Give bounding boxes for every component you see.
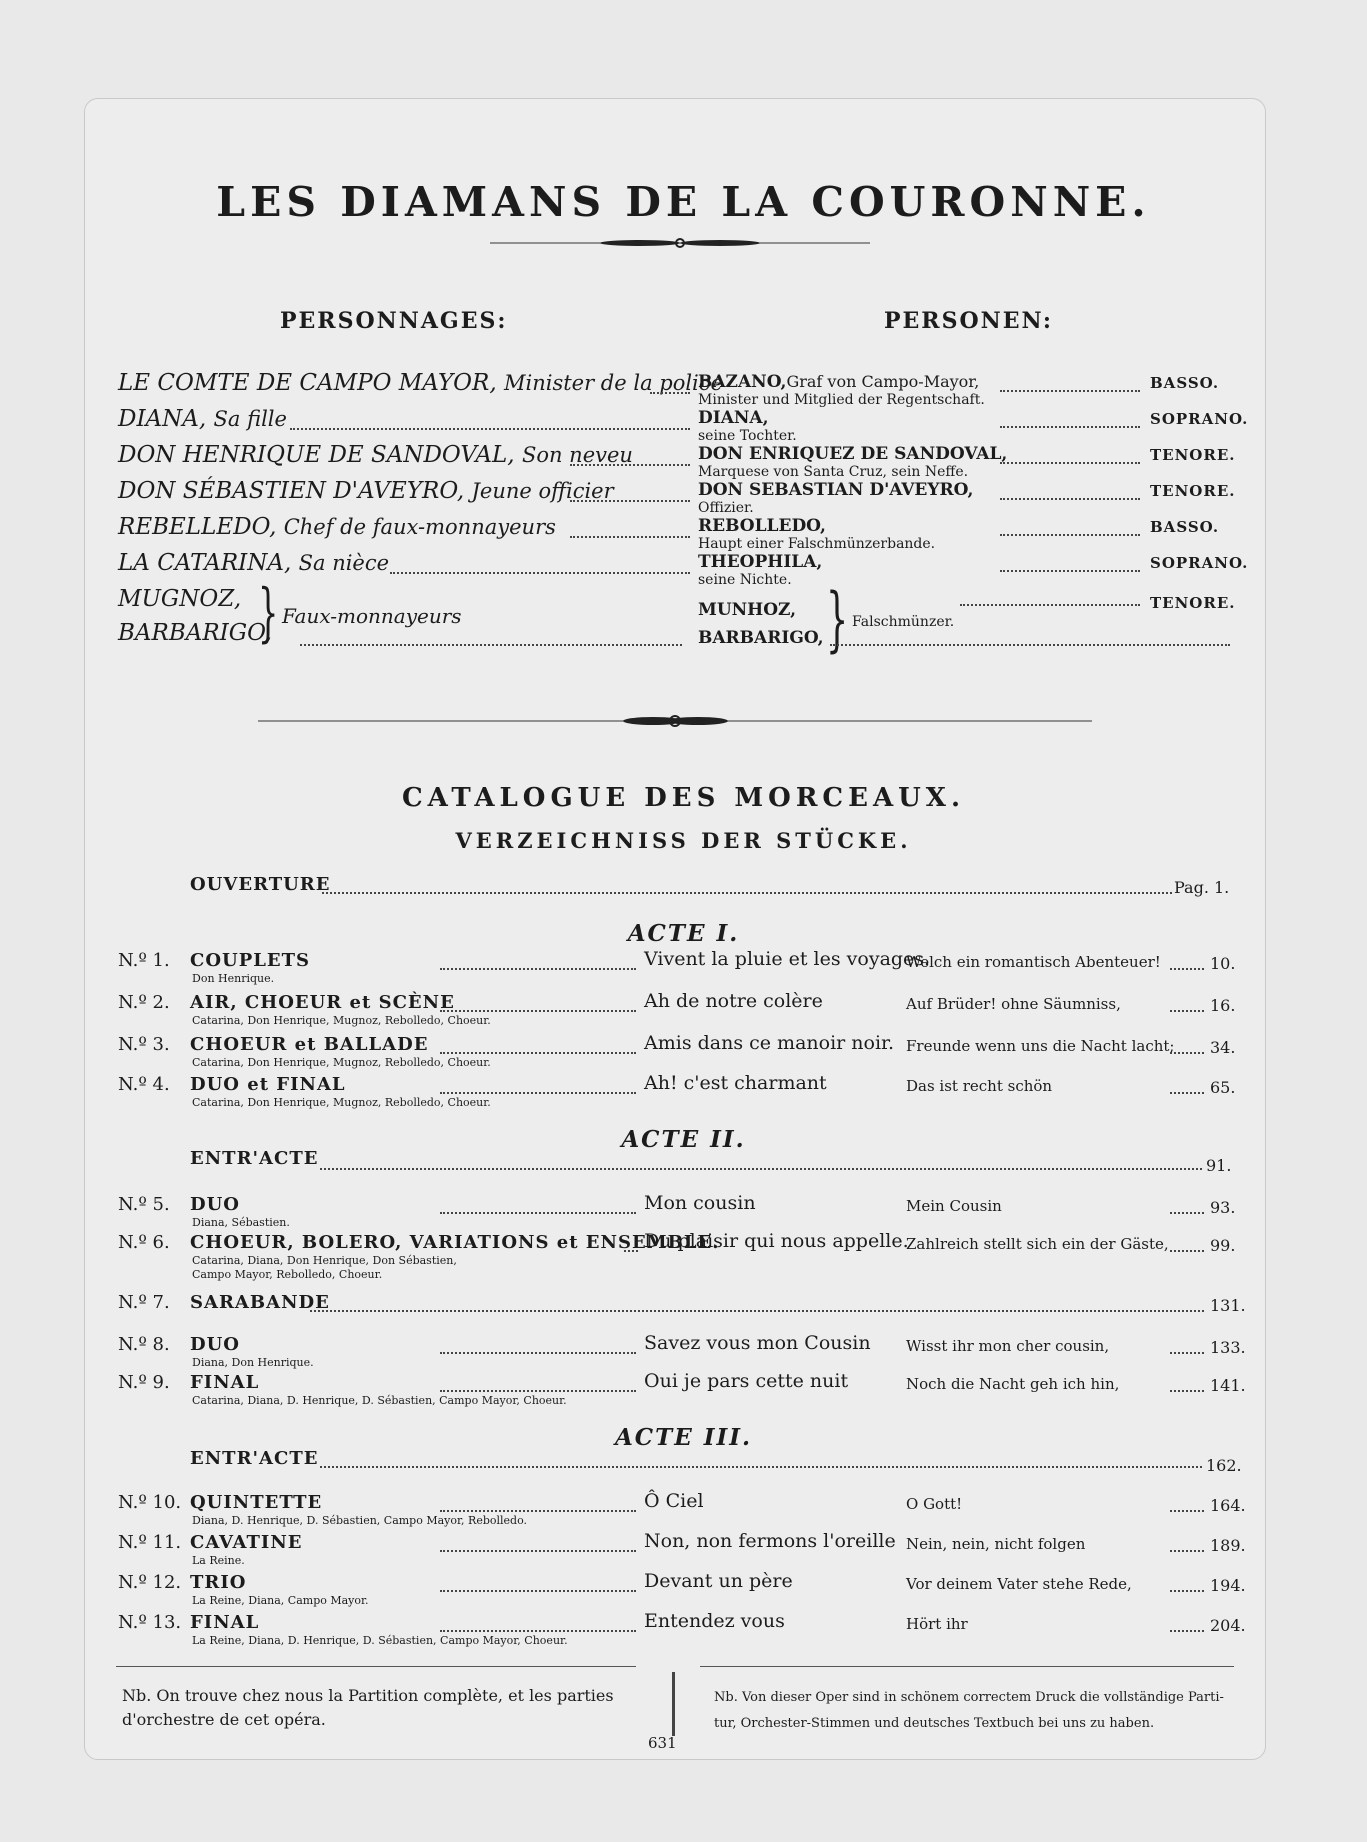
leader-dots <box>440 1590 636 1592</box>
cast-voice: BASSO. <box>1150 518 1220 536</box>
leader-dots <box>310 1310 1204 1312</box>
piece-title: FINAL <box>190 1612 260 1633</box>
cast-fr-name: LA CATARINA, <box>118 550 292 576</box>
leader-dots <box>300 644 682 646</box>
cast-fr-name: DIANA, <box>118 406 207 432</box>
leader-dots <box>1000 498 1140 500</box>
leader-dots <box>570 500 690 502</box>
cast-fr-name: REBELLEDO, <box>118 514 277 540</box>
note-de-line1: Nb. Von dieser Oper sind in schönem correctem Druck die vollständige Parti- <box>714 1690 1224 1705</box>
leader-dots <box>320 1466 1202 1468</box>
piece-characters: La Reine, Diana, D. Henrique, D. Sébastien, Campo Mayor, Choeur. <box>192 1634 568 1647</box>
footer-separator <box>672 1672 675 1736</box>
cast-fr-entry <box>118 550 389 576</box>
note-fr-line1: Nb. On trouve chez nous la Partition complète, et les parties <box>122 1686 614 1705</box>
leader-dots <box>570 464 690 466</box>
piece-incipit: Vivent la pluie et les voyages. <box>644 948 931 970</box>
leader-dots <box>440 1390 636 1392</box>
piece-page: 194. <box>1210 1576 1246 1595</box>
footer-rule <box>116 1666 636 1667</box>
cast-de-subtitle: seine Tochter. <box>698 428 797 444</box>
entracte-label: ENTR'ACTE <box>190 1448 319 1469</box>
footer-rule <box>700 1666 1234 1667</box>
cast-voice: BASSO. <box>1150 374 1220 392</box>
cast-de-name: DON SEBASTIAN D'AVEYRO, <box>698 480 974 500</box>
cast-de-entry <box>698 552 822 572</box>
piece-number: N.º 7. <box>118 1292 170 1313</box>
piece-page: 34. <box>1210 1038 1236 1057</box>
cast-de-subtitle: Marquese von Santa Cruz, sein Neffe. <box>698 464 969 480</box>
cast-group-de-name-1: MUNHOZ, <box>698 600 797 620</box>
leader-dots <box>440 1092 636 1094</box>
piece-characters: La Reine, Diana, Campo Mayor. <box>192 1594 369 1607</box>
piece-characters-2: Campo Mayor, Rebolledo, Choeur. <box>192 1268 383 1281</box>
piece-page: 65. <box>1210 1078 1236 1097</box>
cast-fr-role: Minister de la police <box>503 371 723 395</box>
piece-number: N.º 1. <box>118 950 170 971</box>
leader-dots <box>1170 1510 1204 1512</box>
piece-german-incipit: Mein Cousin <box>906 1197 1002 1215</box>
piece-page: 16. <box>1210 996 1236 1015</box>
note-de-line2: tur, Orchester-Stimmen und deutsches Textbuch bei uns zu haben. <box>714 1716 1155 1731</box>
piece-incipit: Amis dans ce manoir noir. <box>644 1032 895 1054</box>
cast-de-name: REBOLLEDO, <box>698 516 826 536</box>
cast-de-subtitle: Haupt einer Falschmünzerbande. <box>698 536 936 552</box>
piece-title: SARABANDE <box>190 1292 330 1313</box>
leader-dots <box>1000 570 1140 572</box>
cast-fr-entry <box>118 370 723 396</box>
piece-page: 131. <box>1210 1296 1246 1315</box>
catalogue-subtitle: VERZEICHNISS DER STÜCKE. <box>455 828 912 853</box>
overture-page: Pag. 1. <box>1174 878 1230 897</box>
acte-heading: ACTE III. <box>614 1424 753 1451</box>
piece-german-incipit: Zahlreich stellt sich ein der Gäste, <box>906 1235 1169 1253</box>
cast-fr-role: Sa fille <box>213 407 287 431</box>
piece-page: 10. <box>1210 954 1236 973</box>
cast-group-de-name-2: BARBARIGO, <box>698 628 824 648</box>
piece-title: CHOEUR, BOLERO, VARIATIONS et ENSEMBLE. <box>190 1232 720 1253</box>
leader-dots <box>440 1550 636 1552</box>
cast-de-entry <box>698 408 769 428</box>
divider-ornament-icon <box>258 714 1092 728</box>
cast-fr-entry <box>118 406 287 432</box>
cast-group-voice: TENORE. <box>1150 594 1236 612</box>
cast-fr-role: Jeune officier <box>471 479 614 503</box>
piece-page: 93. <box>1210 1198 1236 1217</box>
piece-title: COUPLETS <box>190 950 311 971</box>
leader-dots <box>1170 1052 1204 1054</box>
piece-characters: Diana, D. Henrique, D. Sébastien, Campo Mayor, Rebolledo. <box>192 1514 528 1527</box>
piece-characters: Diana, Don Henrique. <box>192 1356 314 1369</box>
leader-dots <box>440 1052 636 1054</box>
piece-characters: Catarina, Don Henrique, Mugnoz, Rebolledo, Choeur. <box>192 1096 491 1109</box>
cast-voice: SOPRANO. <box>1150 554 1249 572</box>
piece-incipit: Du plaisir qui nous appelle. <box>644 1230 909 1252</box>
piece-incipit: Ah de notre colère <box>644 990 823 1012</box>
note-fr-line2: d'orchestre de cet opéra. <box>122 1710 326 1729</box>
personnages-header: PERSONNAGES: <box>280 308 508 334</box>
leader-dots <box>1170 1352 1204 1354</box>
leader-dots <box>440 1352 636 1354</box>
piece-page: 99. <box>1210 1236 1236 1255</box>
entracte-page: 91. <box>1206 1156 1232 1175</box>
leader-dots <box>290 428 690 430</box>
piece-page: 164. <box>1210 1496 1246 1515</box>
leader-dots <box>650 392 690 394</box>
leader-dots <box>1000 426 1140 428</box>
piece-characters: La Reine. <box>192 1554 245 1567</box>
cast-voice: SOPRANO. <box>1150 410 1249 428</box>
piece-incipit: Oui je pars cette nuit <box>644 1370 849 1392</box>
acte-heading: ACTE I. <box>627 920 740 947</box>
piece-page: 204. <box>1210 1616 1246 1635</box>
cast-fr-role: Son neveu <box>521 443 633 467</box>
cast-de-role: Graf von Campo-Mayor, <box>786 372 980 391</box>
cast-group-fr-role: Faux-monnayeurs <box>282 604 462 628</box>
piece-incipit: Savez vous mon Cousin <box>644 1332 871 1354</box>
leader-dots <box>830 644 1230 646</box>
acte-heading: ACTE II. <box>621 1126 746 1153</box>
piece-german-incipit: Hört ihr <box>906 1615 968 1633</box>
leader-dots <box>440 1510 636 1512</box>
piece-number: N.º 6. <box>118 1232 170 1253</box>
piece-characters: Catarina, Don Henrique, Mugnoz, Rebolledo, Choeur. <box>192 1056 491 1069</box>
entracte-label: ENTR'ACTE <box>190 1148 319 1169</box>
cast-de-name: DIANA, <box>698 408 769 428</box>
piece-german-incipit: Noch die Nacht geh ich hin, <box>906 1375 1120 1393</box>
piece-page: 133. <box>1210 1338 1246 1357</box>
leader-dots <box>320 1168 1202 1170</box>
personen-header: PERSONEN: <box>884 308 1053 334</box>
leader-dots <box>1170 1250 1204 1252</box>
page-title: LES DIAMANS DE LA COURONNE. <box>216 178 1151 226</box>
piece-incipit: Ô Ciel <box>644 1490 704 1512</box>
piece-incipit: Devant un père <box>644 1570 793 1592</box>
piece-german-incipit: Vor deinem Vater stehe Rede, <box>906 1575 1132 1593</box>
leader-dots <box>1170 1630 1204 1632</box>
cast-group-fr-name-1: MUGNOZ, <box>118 586 242 612</box>
leader-dots <box>322 892 1172 894</box>
cast-voice: TENORE. <box>1150 482 1236 500</box>
cast-de-entry <box>698 516 826 536</box>
cast-fr-role: Chef de faux-monnayeurs <box>283 515 556 539</box>
piece-number: N.º 10. <box>118 1492 182 1513</box>
leader-dots <box>440 968 636 970</box>
entracte-page: 162. <box>1206 1456 1242 1475</box>
cast-fr-name: DON SÉBASTIEN D'AVEYRO, <box>118 478 465 504</box>
piece-title: QUINTETTE <box>190 1492 323 1513</box>
leader-dots <box>440 1630 636 1632</box>
piece-incipit: Ah! c'est charmant <box>644 1072 827 1094</box>
piece-title: DUO et FINAL <box>190 1074 346 1095</box>
cast-de-subtitle: Minister und Mitglied der Regentschaft. <box>698 392 985 408</box>
cast-fr-entry <box>118 478 614 504</box>
piece-number: N.º 8. <box>118 1334 170 1355</box>
leader-dots <box>1000 390 1140 392</box>
cast-de-name: THEOPHILA, <box>698 552 823 572</box>
piece-characters: Don Henrique. <box>192 972 275 985</box>
piece-incipit: Non, non fermons l'oreille <box>644 1530 896 1552</box>
piece-characters: Catarina, Diana, Don Henrique, Don Sébastien, <box>192 1254 457 1267</box>
piece-german-incipit: Nein, nein, nicht folgen <box>906 1535 1086 1553</box>
plate-number: 631 <box>648 1734 677 1752</box>
overture-label: OUVERTURE <box>190 874 331 895</box>
piece-title: DUO <box>190 1194 240 1215</box>
piece-title: DUO <box>190 1334 240 1355</box>
piece-german-incipit: O Gott! <box>906 1495 963 1513</box>
leader-dots <box>1170 968 1204 970</box>
leader-dots <box>390 572 690 574</box>
piece-page: 189. <box>1210 1536 1246 1555</box>
leader-dots <box>1170 1550 1204 1552</box>
piece-number: N.º 2. <box>118 992 170 1013</box>
leader-dots <box>624 1250 638 1252</box>
cast-group-de-role: Falschmünzer. <box>852 614 955 630</box>
piece-number: N.º 5. <box>118 1194 170 1215</box>
leader-dots <box>1000 534 1140 536</box>
leader-dots <box>1000 462 1140 464</box>
cast-voice: TENORE. <box>1150 446 1236 464</box>
brace-icon: } <box>258 576 279 650</box>
cast-fr-role: Sa nièce <box>298 551 390 575</box>
piece-incipit: Mon cousin <box>644 1192 756 1214</box>
piece-incipit: Entendez vous <box>644 1610 785 1632</box>
piece-german-incipit: Wisst ihr mon cher cousin, <box>906 1337 1110 1355</box>
cast-fr-entry <box>118 514 556 540</box>
piece-characters: Catarina, Diana, D. Henrique, D. Sébastien, Campo Mayor, Choeur. <box>192 1394 567 1407</box>
leader-dots <box>440 1212 636 1214</box>
cast-de-entry <box>698 480 973 500</box>
leader-dots <box>1170 1212 1204 1214</box>
cast-group-fr-name-2: BARBARIGO, <box>118 620 272 646</box>
piece-number: N.º 12. <box>118 1572 182 1593</box>
piece-characters: Catarina, Don Henrique, Mugnoz, Rebolledo, Choeur. <box>192 1014 491 1027</box>
brace-icon: } <box>826 578 849 660</box>
cast-de-entry <box>698 372 979 392</box>
piece-number: N.º 3. <box>118 1034 170 1055</box>
piece-title: FINAL <box>190 1372 260 1393</box>
piece-characters: Diana, Sébastien. <box>192 1216 290 1229</box>
cast-fr-name: LE COMTE DE CAMPO MAYOR, <box>118 370 497 396</box>
piece-number: N.º 9. <box>118 1372 170 1393</box>
piece-page: 141. <box>1210 1376 1246 1395</box>
cast-de-subtitle: seine Nichte. <box>698 572 792 588</box>
leader-dots <box>1170 1590 1204 1592</box>
cast-de-name: BAZANO, <box>698 372 787 392</box>
leader-dots <box>1170 1092 1204 1094</box>
piece-title: TRIO <box>190 1572 247 1593</box>
piece-title: AIR, CHOEUR et SCÈNE <box>190 992 455 1013</box>
leader-dots <box>1170 1010 1204 1012</box>
cast-de-entry <box>698 444 1007 464</box>
piece-title: CHOEUR et BALLADE <box>190 1034 429 1055</box>
cast-fr-name: DON HENRIQUE DE SANDOVAL, <box>118 442 515 468</box>
leader-dots <box>570 536 690 538</box>
piece-number: N.º 11. <box>118 1532 182 1553</box>
piece-german-incipit: Das ist recht schön <box>906 1077 1053 1095</box>
piece-german-incipit: Welch ein romantisch Abenteuer! <box>906 953 1161 971</box>
piece-german-incipit: Freunde wenn uns die Nacht lacht; <box>906 1037 1175 1055</box>
catalogue-title: CATALOGUE DES MORCEAUX. <box>401 783 966 813</box>
leader-dots <box>960 604 1140 606</box>
title-ornament-icon <box>490 236 870 250</box>
cast-fr-entry <box>118 442 633 468</box>
cast-de-subtitle: Offizier. <box>698 500 754 516</box>
piece-number: N.º 13. <box>118 1612 182 1633</box>
leader-dots <box>440 1010 636 1012</box>
piece-german-incipit: Auf Brüder! ohne Säumniss, <box>906 995 1121 1013</box>
piece-title: CAVATINE <box>190 1532 303 1553</box>
leader-dots <box>1170 1390 1204 1392</box>
cast-de-name: DON ENRIQUEZ DE SANDOVAL, <box>698 444 1008 464</box>
piece-number: N.º 4. <box>118 1074 170 1095</box>
